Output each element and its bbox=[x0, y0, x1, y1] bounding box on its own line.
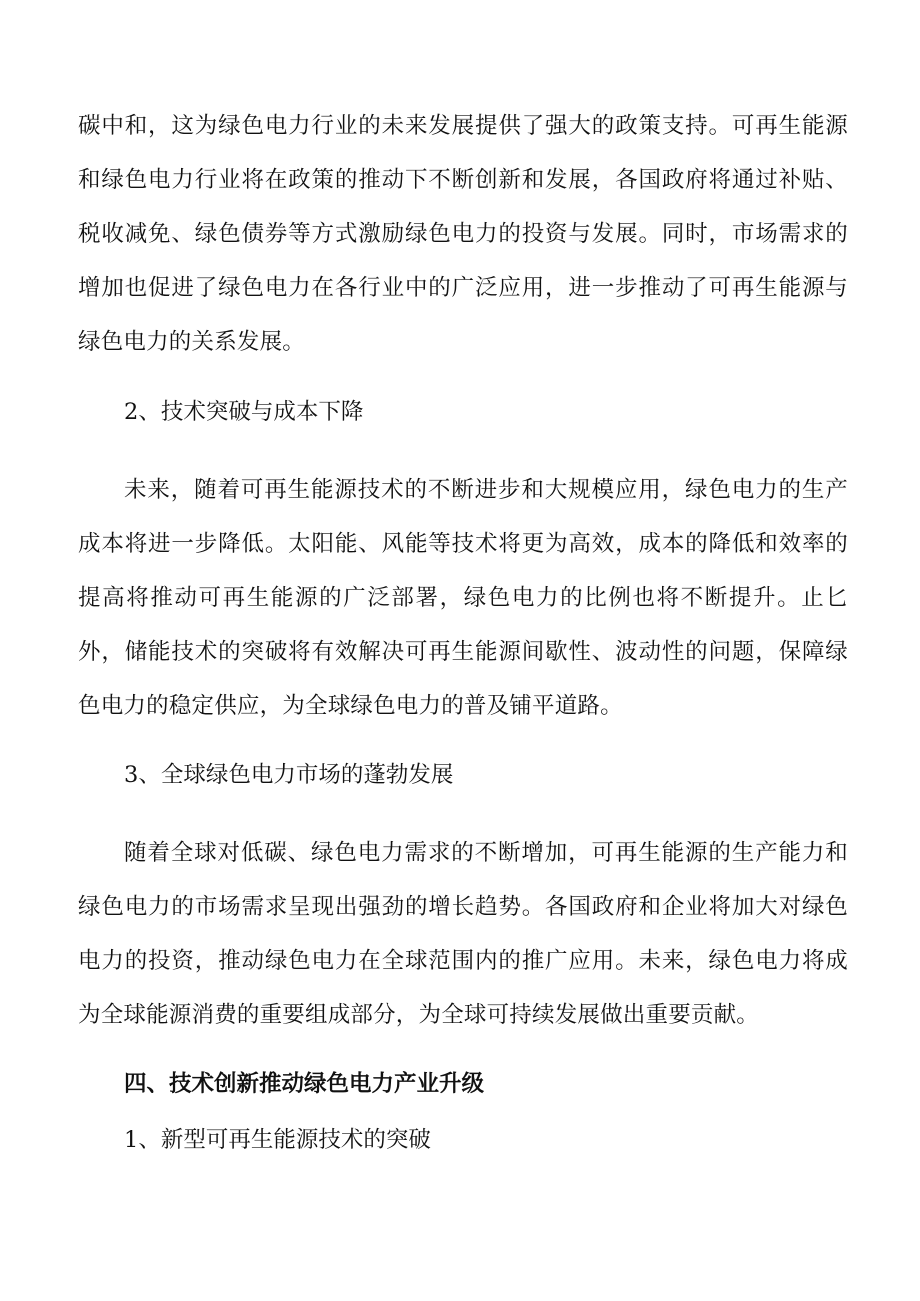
section-heading: 四、技术创新推动绿色电力产业升级 bbox=[124, 1071, 485, 1097]
subsection-heading: 3、全球绿色电力市场的蓬勃发展 bbox=[124, 762, 454, 788]
subsection-heading: 2、技术突破与成本下降 bbox=[124, 399, 364, 425]
body-paragraph: 随着全球对低碳、绿色电力需求的不断增加，可再生能源的生产能力和绿色电力的市场需求呈现出强劲的增长趋势。各国政府和企业将加大对绿色电力的投资，推动绿色电力在全球范围内的推广应用。未来，绿色电力将成为全球能源消费的重要组成部分，为全球可持续发展做出重要贡献。 bbox=[78, 840, 848, 1028]
subsection-heading: 1、新型可再生能源技术的突破 bbox=[124, 1127, 431, 1153]
body-paragraph: 碳中和，这为绿色电力行业的未来发展提供了强大的政策支持。可再生能源和绿色电力行业将在政策的推动下不断创新和发展，各国政府将通过补贴、税收减免、绿色债券等方式激励绿色电力的投资与发展。同时，市场需求的增加也促进了绿色电力在各行业中的广泛应用，进一步推动了可再生能源与绿色电力的关系发展。 bbox=[78, 113, 848, 355]
body-paragraph: 未来，随着可再生能源技术的不断进步和大规模应用，绿色电力的生产成本将进一步降低。太阳能、风能等技术将更为高效，成本的降低和效率的提高将推动可再生能源的广泛部署，绿色电力的比例也将不断提升。止匕外，储能技术的突破将有效解决可再生能源间歇性、波动性的问题，保障绿色电力的稳定供应，为全球绿色电力的普及铺平道路。 bbox=[78, 477, 848, 719]
